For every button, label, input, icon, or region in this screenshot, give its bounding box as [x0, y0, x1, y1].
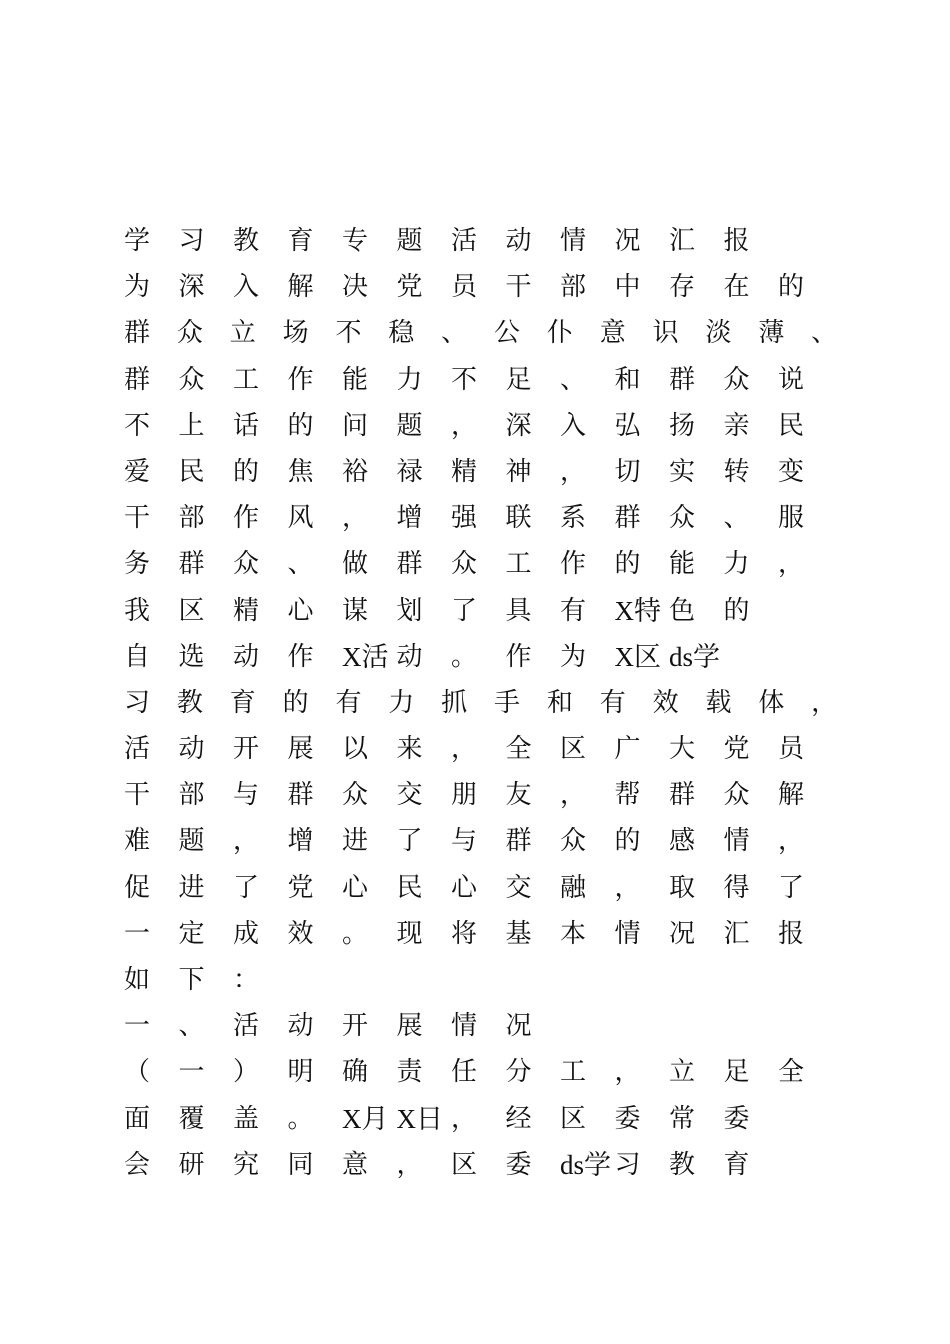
text-char: 专: [342, 226, 369, 256]
text-char: 盖: [233, 1103, 260, 1134]
text-char: 委: [723, 1103, 750, 1134]
text-char: 、: [441, 318, 468, 349]
text-char: 实: [669, 456, 696, 487]
text-char: 足: [723, 1057, 750, 1088]
text-char: 众: [560, 826, 587, 857]
text-char: 一: [178, 1057, 205, 1088]
text-char: 的: [778, 272, 805, 303]
text-char: 下: [178, 965, 205, 995]
text-char: （: [124, 1057, 151, 1088]
text-char: 开: [342, 1011, 369, 1042]
text-char: 育: [287, 226, 314, 256]
text-char: 为: [124, 272, 151, 303]
text-char: 干: [124, 780, 151, 811]
text-char: 场: [282, 318, 309, 349]
text-char: 干: [505, 272, 532, 303]
text-char: 立: [229, 318, 256, 349]
text-char: 作: [233, 503, 260, 534]
text-char: 众: [451, 549, 478, 580]
text-char: 大: [669, 734, 696, 765]
text-char: 解: [287, 272, 314, 303]
text-char: 群: [396, 549, 423, 580]
text-char: 情: [723, 826, 750, 857]
text-char: 的: [723, 595, 750, 626]
text-char: 。: [287, 1103, 314, 1134]
text-char: 经: [505, 1103, 532, 1134]
text-char: 解: [778, 780, 805, 811]
text-char: 深: [178, 272, 205, 303]
text-char: 汇: [669, 226, 696, 256]
text-char: 研: [178, 1149, 205, 1180]
text-char: 交: [396, 780, 423, 811]
text-char: 习: [124, 687, 151, 718]
text-char: 报: [723, 226, 750, 256]
text-line: [124, 1049, 864, 1095]
text-char: 育: [229, 687, 256, 718]
text-char: 意: [342, 1149, 369, 1180]
text-char: 效: [652, 687, 679, 718]
text-char: 手: [494, 687, 521, 718]
text-char: 确: [342, 1057, 369, 1088]
text-char: 效: [287, 918, 314, 949]
text-char: 众: [723, 780, 750, 811]
text-line: [124, 1096, 864, 1142]
text-char: 任: [451, 1057, 478, 1088]
text-char: 展: [287, 734, 314, 765]
text-char: 区: [560, 1103, 587, 1134]
text-char: 帮: [614, 780, 641, 811]
text-char: 不: [335, 318, 362, 349]
text-char: 习: [178, 226, 205, 256]
text-char: 划: [396, 595, 423, 626]
text-char: 况: [669, 918, 696, 949]
text-char: 为: [560, 641, 587, 672]
text-char: 与: [233, 780, 260, 811]
text-char: ：: [233, 965, 260, 995]
text-char: 动: [287, 1011, 314, 1042]
text-line: [124, 310, 864, 356]
text-char: 具: [505, 595, 532, 626]
text-char: 意: [599, 318, 626, 349]
text-char: 育: [723, 1149, 750, 1180]
text-line: [124, 957, 864, 1003]
text-char: X活: [342, 641, 389, 672]
text-char: 谋: [342, 595, 369, 626]
text-char: 进: [178, 872, 205, 903]
text-char: 活: [233, 1011, 260, 1042]
text-char: 精: [233, 595, 260, 626]
text-char: 教: [176, 687, 203, 718]
text-char: 中: [614, 272, 641, 303]
text-char: 务: [124, 549, 151, 580]
text-char: ，: [811, 687, 838, 718]
text-char: 裕: [342, 456, 369, 487]
text-char: 部: [178, 503, 205, 534]
text-char: 心: [287, 595, 314, 626]
text-char: 面: [124, 1103, 151, 1134]
text-char: 的: [614, 826, 641, 857]
text-char: 动: [233, 641, 260, 672]
document-body: [124, 218, 864, 1188]
text-char: 促: [124, 872, 151, 903]
text-char: 深: [505, 410, 532, 441]
text-char: 了: [451, 595, 478, 626]
text-char: 分: [505, 1057, 532, 1088]
text-char: ds学: [669, 641, 721, 672]
text-char: 众: [178, 364, 205, 395]
text-char: 情: [451, 1011, 478, 1042]
text-char: 心: [451, 872, 478, 903]
text-char: 全: [505, 734, 532, 765]
text-char: 党: [723, 734, 750, 765]
text-char: 上: [178, 410, 205, 441]
text-char: 体: [758, 687, 785, 718]
text-char: X月: [342, 1103, 389, 1134]
text-char: 来: [396, 734, 423, 765]
text-char: 同: [287, 1149, 314, 1180]
text-char: 神: [505, 456, 532, 487]
text-char: 群: [669, 364, 696, 395]
text-char: 力: [396, 364, 423, 395]
text-char: 与: [451, 826, 478, 857]
text-char: 众: [233, 549, 260, 580]
text-char: 活: [451, 226, 478, 256]
text-char: ，: [778, 826, 805, 857]
text-char: 了: [396, 826, 423, 857]
text-char: 党: [396, 272, 423, 303]
text-char: 仆: [546, 318, 573, 349]
text-char: 增: [396, 503, 423, 534]
text-char: 足: [505, 364, 532, 395]
text-char: 切: [614, 456, 641, 487]
text-char: 焦: [287, 456, 314, 487]
text-char: 干: [124, 503, 151, 534]
text-char: 区: [560, 734, 587, 765]
text-char: 开: [233, 734, 260, 765]
text-char: ，: [560, 780, 587, 811]
text-line: [124, 1142, 864, 1188]
text-char: 作: [560, 549, 587, 580]
text-char: 民: [178, 456, 205, 487]
text-char: 作: [287, 641, 314, 672]
text-char: 感: [669, 826, 696, 857]
text-char: 汇: [723, 918, 750, 949]
text-char: 有: [599, 687, 626, 718]
text-char: 力: [388, 687, 415, 718]
text-line: [124, 772, 864, 818]
text-char: 群: [505, 826, 532, 857]
text-char: 扬: [669, 410, 696, 441]
text-char: 能: [342, 364, 369, 395]
text-char: 员: [451, 272, 478, 303]
text-char: 联: [505, 503, 532, 534]
text-line: [124, 680, 864, 726]
text-char: 将: [451, 918, 478, 949]
text-char: 成: [233, 918, 260, 949]
text-char: 、: [287, 549, 314, 580]
text-char: 抓: [441, 687, 468, 718]
text-char: 工: [233, 364, 260, 395]
text-char: 取: [669, 872, 696, 903]
text-char: 做: [342, 549, 369, 580]
text-char: 群: [178, 549, 205, 580]
text-char: 决: [342, 272, 369, 303]
text-char: 能: [669, 549, 696, 580]
text-char: 识: [652, 318, 679, 349]
text-char: 报: [778, 918, 805, 949]
text-char: 情: [560, 226, 587, 256]
text-char: 学: [124, 226, 151, 256]
text-char: 亲: [723, 410, 750, 441]
text-char: 进: [342, 826, 369, 857]
text-char: 究: [233, 1149, 260, 1180]
text-char: 公: [494, 318, 521, 349]
text-char: ，: [451, 734, 478, 765]
text-char: 部: [178, 780, 205, 811]
text-char: 系: [560, 503, 587, 534]
text-char: 众: [723, 364, 750, 395]
text-char: X特: [614, 595, 661, 626]
text-char: 不: [124, 410, 151, 441]
text-char: 入: [233, 272, 260, 303]
text-char: 群: [669, 780, 696, 811]
text-line: [124, 818, 864, 864]
text-char: 融: [560, 872, 587, 903]
text-char: 教: [233, 226, 260, 256]
text-char: 况: [505, 1011, 532, 1042]
text-char: 自: [124, 641, 151, 672]
text-char: 转: [723, 456, 750, 487]
text-char: 精: [451, 456, 478, 487]
text-char: 员: [778, 734, 805, 765]
text-char: 定: [178, 918, 205, 949]
text-char: 群: [124, 318, 151, 349]
text-char: ，: [614, 1057, 641, 1088]
text-char: 群: [124, 364, 151, 395]
text-char: X日: [396, 1103, 443, 1134]
text-char: 众: [176, 318, 203, 349]
text-char: 了: [233, 872, 260, 903]
text-char: 题: [396, 410, 423, 441]
text-char: ，: [451, 410, 478, 441]
text-char: 的: [614, 549, 641, 580]
text-char: 稳: [388, 318, 415, 349]
text-char: ds学: [560, 1149, 612, 1180]
text-char: 作: [287, 364, 314, 395]
text-char: 得: [723, 872, 750, 903]
text-char: 增: [287, 826, 314, 857]
text-line: [124, 1003, 864, 1049]
text-char: 委: [614, 1103, 641, 1134]
text-char: ，: [396, 1149, 423, 1180]
text-char: 本: [560, 918, 587, 949]
text-line: [124, 357, 864, 403]
text-char: 、: [723, 503, 750, 534]
text-char: ，: [614, 872, 641, 903]
text-char: 在: [723, 272, 750, 303]
text-char: 党: [287, 872, 314, 903]
text-char: 一: [124, 1011, 151, 1042]
text-char: 覆: [178, 1103, 205, 1134]
text-char: 工: [560, 1057, 587, 1088]
text-char: 入: [560, 410, 587, 441]
text-line: [124, 449, 864, 495]
text-char: 不: [451, 364, 478, 395]
text-char: 群: [614, 503, 641, 534]
text-line: [124, 726, 864, 772]
text-char: ，: [451, 1103, 478, 1134]
text-char: 存: [669, 272, 696, 303]
text-char: 、: [560, 364, 587, 395]
text-char: 服: [778, 503, 805, 534]
text-char: 会: [124, 1149, 151, 1180]
text-char: 友: [505, 780, 532, 811]
text-char: 基: [505, 918, 532, 949]
text-char: 。: [342, 918, 369, 949]
text-char: 区: [178, 595, 205, 626]
text-char: 、: [811, 318, 838, 349]
text-char: 交: [505, 872, 532, 903]
text-char: 了: [778, 872, 805, 903]
text-char: ，: [560, 456, 587, 487]
text-char: 众: [669, 503, 696, 534]
text-char: 现: [396, 918, 423, 949]
text-line: [124, 495, 864, 541]
text-char: 责: [396, 1057, 423, 1088]
text-char: 的: [233, 456, 260, 487]
text-char: 众: [342, 780, 369, 811]
text-char: 变: [778, 456, 805, 487]
text-char: 部: [560, 272, 587, 303]
text-char: 心: [342, 872, 369, 903]
text-char: 有: [335, 687, 362, 718]
text-char: 全: [778, 1057, 805, 1088]
text-char: 弘: [614, 410, 641, 441]
text-line: [124, 634, 864, 680]
text-char: 我: [124, 595, 151, 626]
text-char: X区: [614, 641, 661, 672]
text-char: 动: [178, 734, 205, 765]
text-char: ，: [778, 549, 805, 580]
text-char: 淡: [705, 318, 732, 349]
text-char: 况: [614, 226, 641, 256]
text-line: [124, 403, 864, 449]
text-char: 力: [723, 549, 750, 580]
text-line: [124, 541, 864, 587]
text-char: ，: [342, 503, 369, 534]
text-char: 爱: [124, 456, 151, 487]
text-char: 禄: [396, 456, 423, 487]
text-char: 话: [233, 410, 260, 441]
text-line: [124, 218, 864, 264]
text-char: 委: [505, 1149, 532, 1180]
text-line: [124, 865, 864, 911]
text-line: [124, 911, 864, 957]
text-char: 。: [451, 641, 478, 672]
text-char: 区: [451, 1149, 478, 1180]
text-char: 载: [705, 687, 732, 718]
text-char: 问: [342, 410, 369, 441]
text-line: [124, 264, 864, 310]
text-char: 有: [560, 595, 587, 626]
text-char: 选: [178, 641, 205, 672]
text-char: 一: [124, 918, 151, 949]
text-char: 动: [505, 226, 532, 256]
text-char: 明: [287, 1057, 314, 1088]
text-char: 难: [124, 826, 151, 857]
text-char: 动: [396, 641, 423, 672]
text-char: 情: [614, 918, 641, 949]
text-char: 工: [505, 549, 532, 580]
text-char: 的: [282, 687, 309, 718]
text-char: 朋: [451, 780, 478, 811]
text-char: 色: [669, 595, 696, 626]
text-char: 说: [778, 364, 805, 395]
text-char: 薄: [758, 318, 785, 349]
text-char: 题: [396, 226, 423, 256]
text-char: 群: [287, 780, 314, 811]
text-char: ）: [233, 1057, 260, 1088]
text-char: 民: [396, 872, 423, 903]
text-char: 活: [124, 734, 151, 765]
text-char: 和: [546, 687, 573, 718]
text-char: 教: [669, 1149, 696, 1180]
text-char: 立: [669, 1057, 696, 1088]
text-char: ，: [233, 826, 260, 857]
text-char: 风: [287, 503, 314, 534]
text-char: 展: [396, 1011, 423, 1042]
text-char: 、: [178, 1011, 205, 1042]
text-char: 以: [342, 734, 369, 765]
text-char: 作: [505, 641, 532, 672]
text-char: 广: [614, 734, 641, 765]
text-char: 如: [124, 965, 151, 995]
text-char: 题: [178, 826, 205, 857]
text-char: 的: [287, 410, 314, 441]
text-char: 强: [451, 503, 478, 534]
text-char: 民: [778, 410, 805, 441]
text-line: [124, 588, 864, 634]
text-char: 常: [669, 1103, 696, 1134]
text-char: 和: [614, 364, 641, 395]
text-char: 习: [614, 1149, 641, 1180]
